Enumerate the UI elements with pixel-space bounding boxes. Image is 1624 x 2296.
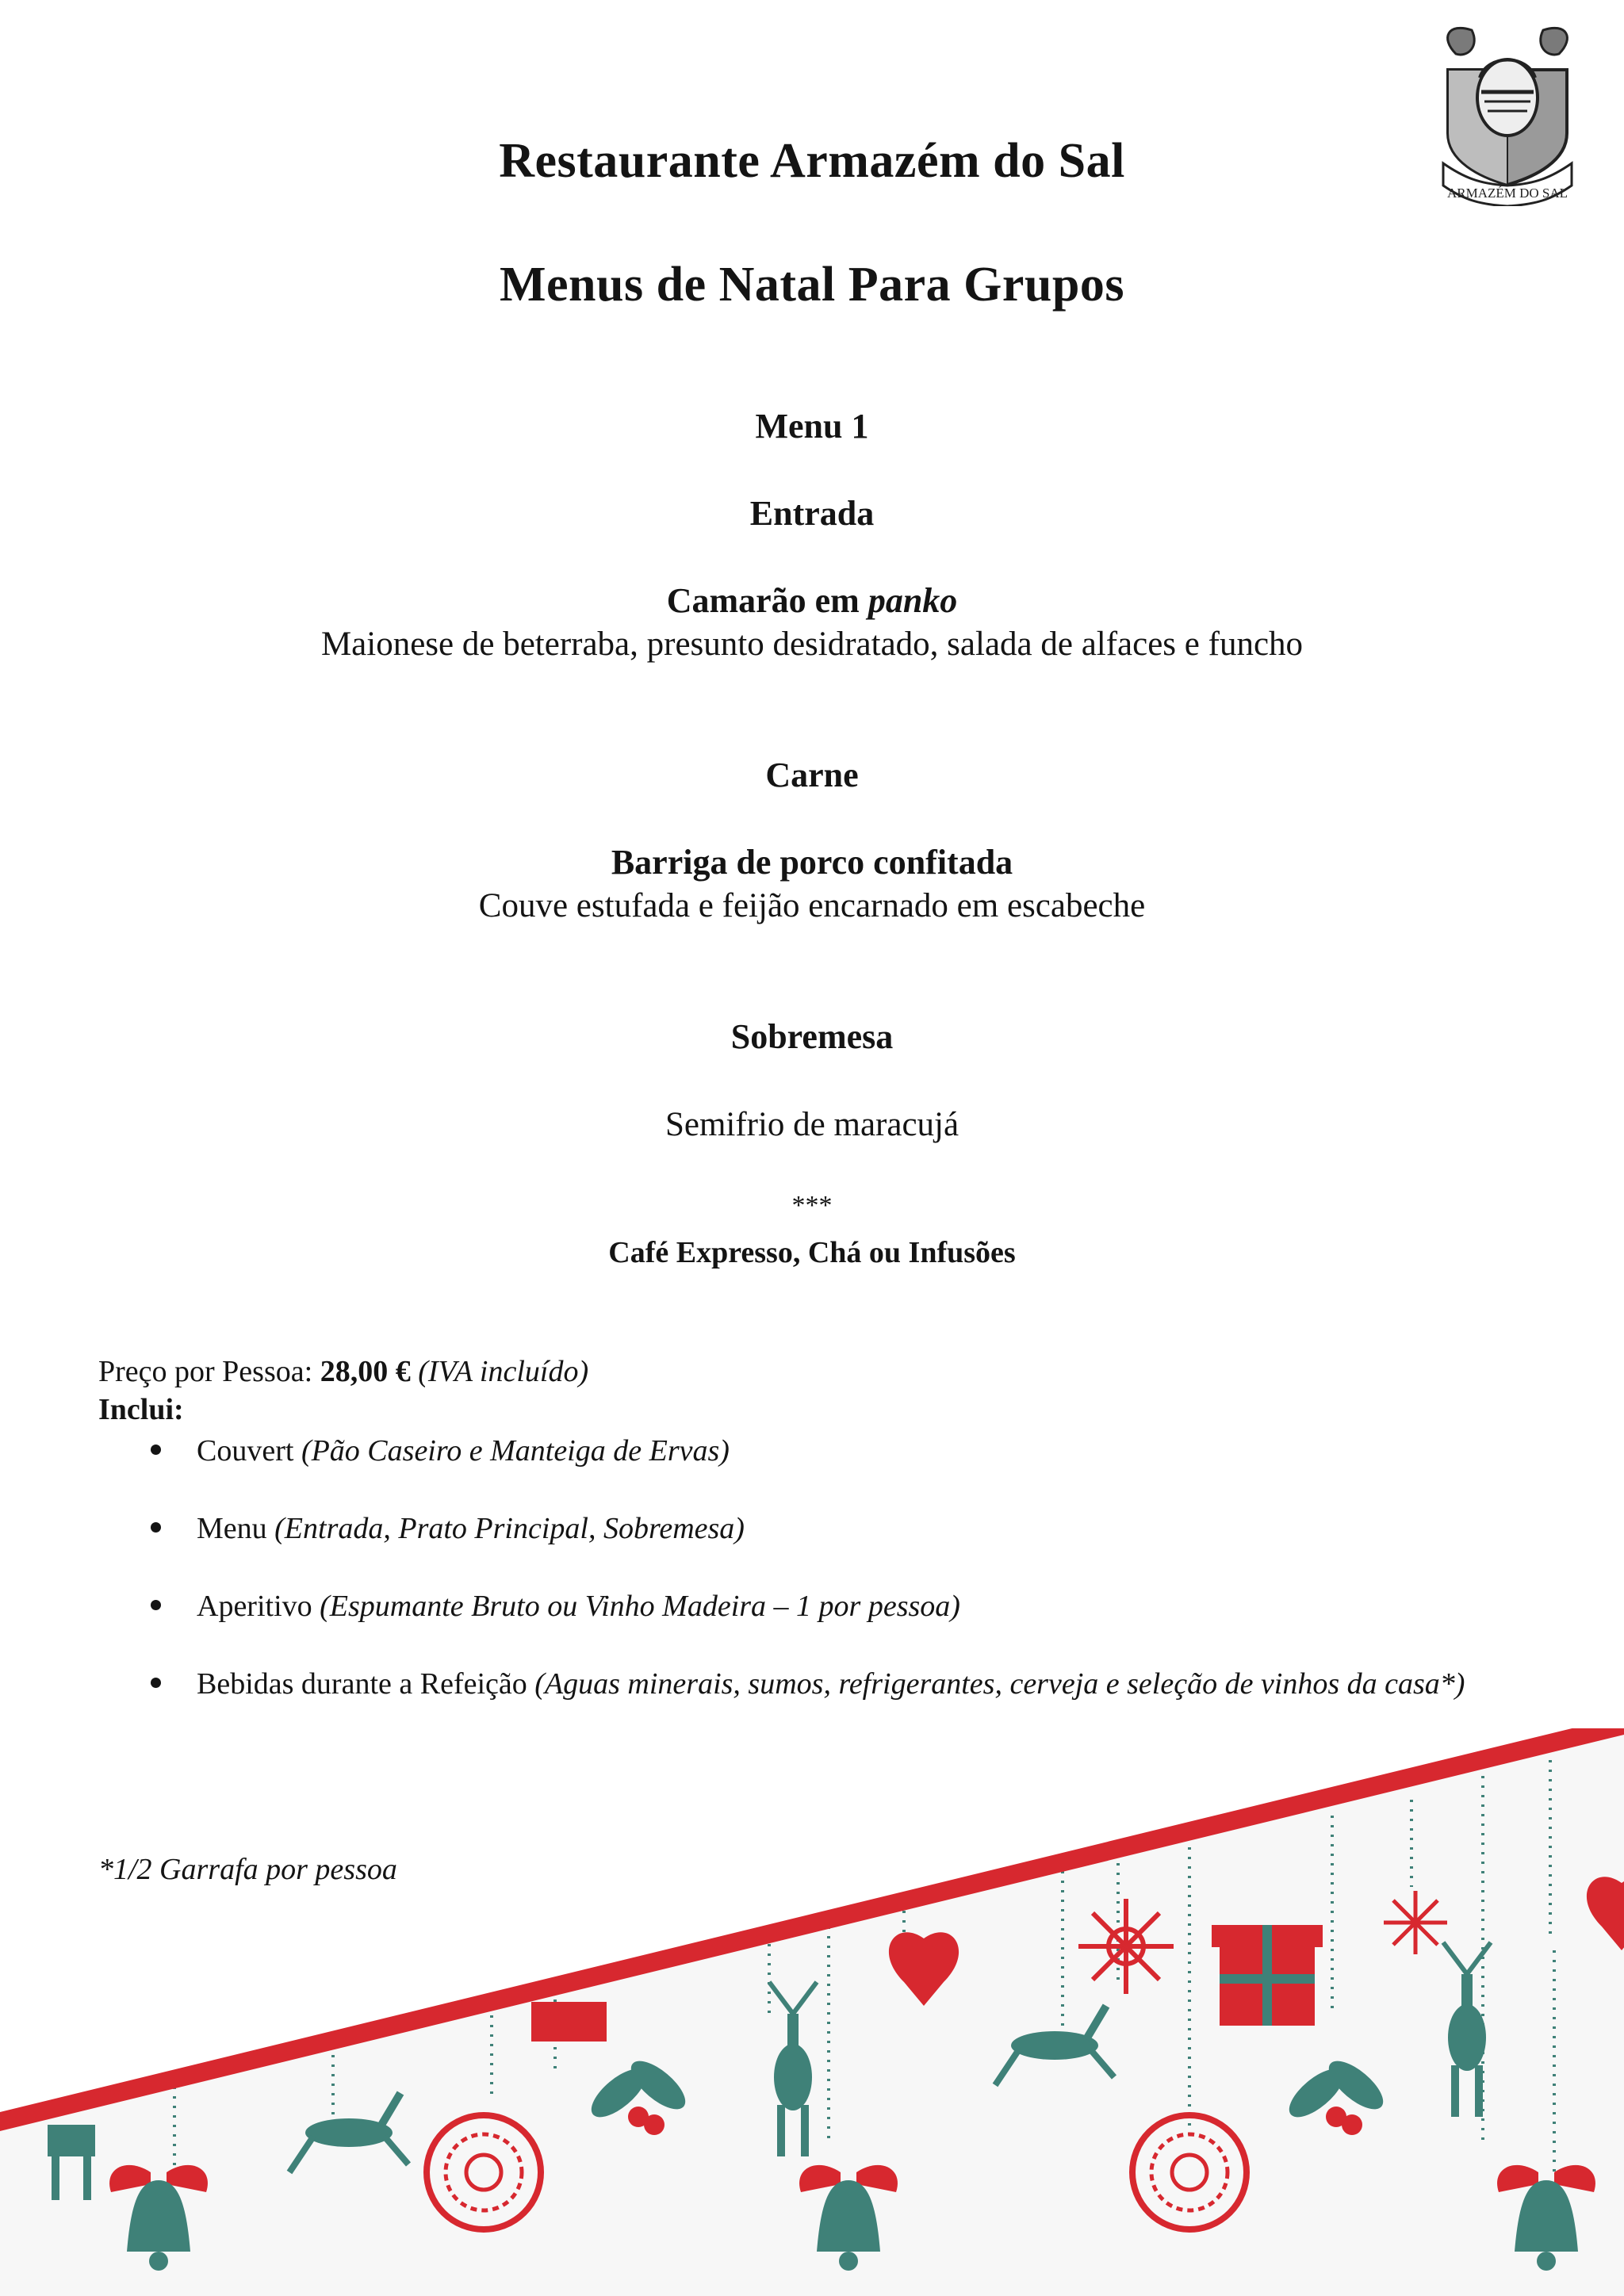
include-item: Couvert (Pão Caseiro e Manteiga de Ervas) — [197, 1434, 730, 1468]
coffee-line: Café Expresso, Chá ou Infusões — [608, 1236, 1016, 1269]
include-item: Aperitivo (Espumante Bruto ou Vinho Madeira – 1 por pessoa) — [197, 1590, 960, 1623]
includes-label: Inclui: — [98, 1393, 184, 1426]
section-heading-carne: Carne — [765, 756, 859, 794]
dessert-description: Semifrio de maracujá — [665, 1106, 959, 1143]
bullet — [146, 1595, 167, 1616]
christmas-decoration — [0, 1728, 1624, 2296]
price-label: Preço por Pessoa: — [98, 1355, 313, 1388]
tax-note: (IVA incluído) — [418, 1355, 589, 1388]
gift-ornament — [531, 2002, 607, 2042]
bullet — [146, 1440, 167, 1460]
bullet — [146, 1673, 167, 1693]
logo-text: ARMAZÉM DO SAL — [1446, 186, 1568, 201]
dish-entrada-italic: panko — [868, 581, 958, 620]
decoration-background — [0, 1728, 1624, 2296]
footnote: *1/2 Garrafa por pessoa — [98, 1853, 397, 1886]
snowflake-ornament — [1384, 1891, 1447, 1954]
section-heading-sobremesa: Sobremesa — [730, 1017, 894, 1056]
price-value: 28,00 € — [320, 1355, 411, 1388]
dish-entrada-description: Maionese de beterraba, presunto desidratado, salada de alfaces e funcho — [320, 626, 1304, 663]
bullet — [146, 1517, 167, 1538]
page-title: Restaurante Armazém do Sal — [499, 134, 1125, 188]
include-item: Bebidas durante a Refeição (Aguas minerais, sumos, refrigerantes, cerveja e seleção de vinhos da casa*) — [197, 1667, 1465, 1701]
separator-stars: *** — [791, 1191, 833, 1220]
snowflake-ornament — [1078, 1899, 1174, 1994]
include-item: Menu (Entrada, Prato Principal, Sobremesa) — [197, 1512, 745, 1545]
menu-name: Menu 1 — [755, 407, 869, 446]
gift-ornament — [1212, 1925, 1323, 2026]
dish-carne-description: Couve estufada e feijão encarnado em escabeche — [478, 887, 1146, 924]
section-heading-entrada: Entrada — [749, 494, 875, 533]
page-subtitle: Menus de Natal Para Grupos — [500, 258, 1124, 312]
dish-carne: Barriga de porco confitada — [611, 843, 1013, 882]
price-line — [98, 1354, 588, 1389]
dish-entrada-name: Camarão em — [666, 581, 860, 620]
dish-entrada — [0, 580, 1624, 621]
